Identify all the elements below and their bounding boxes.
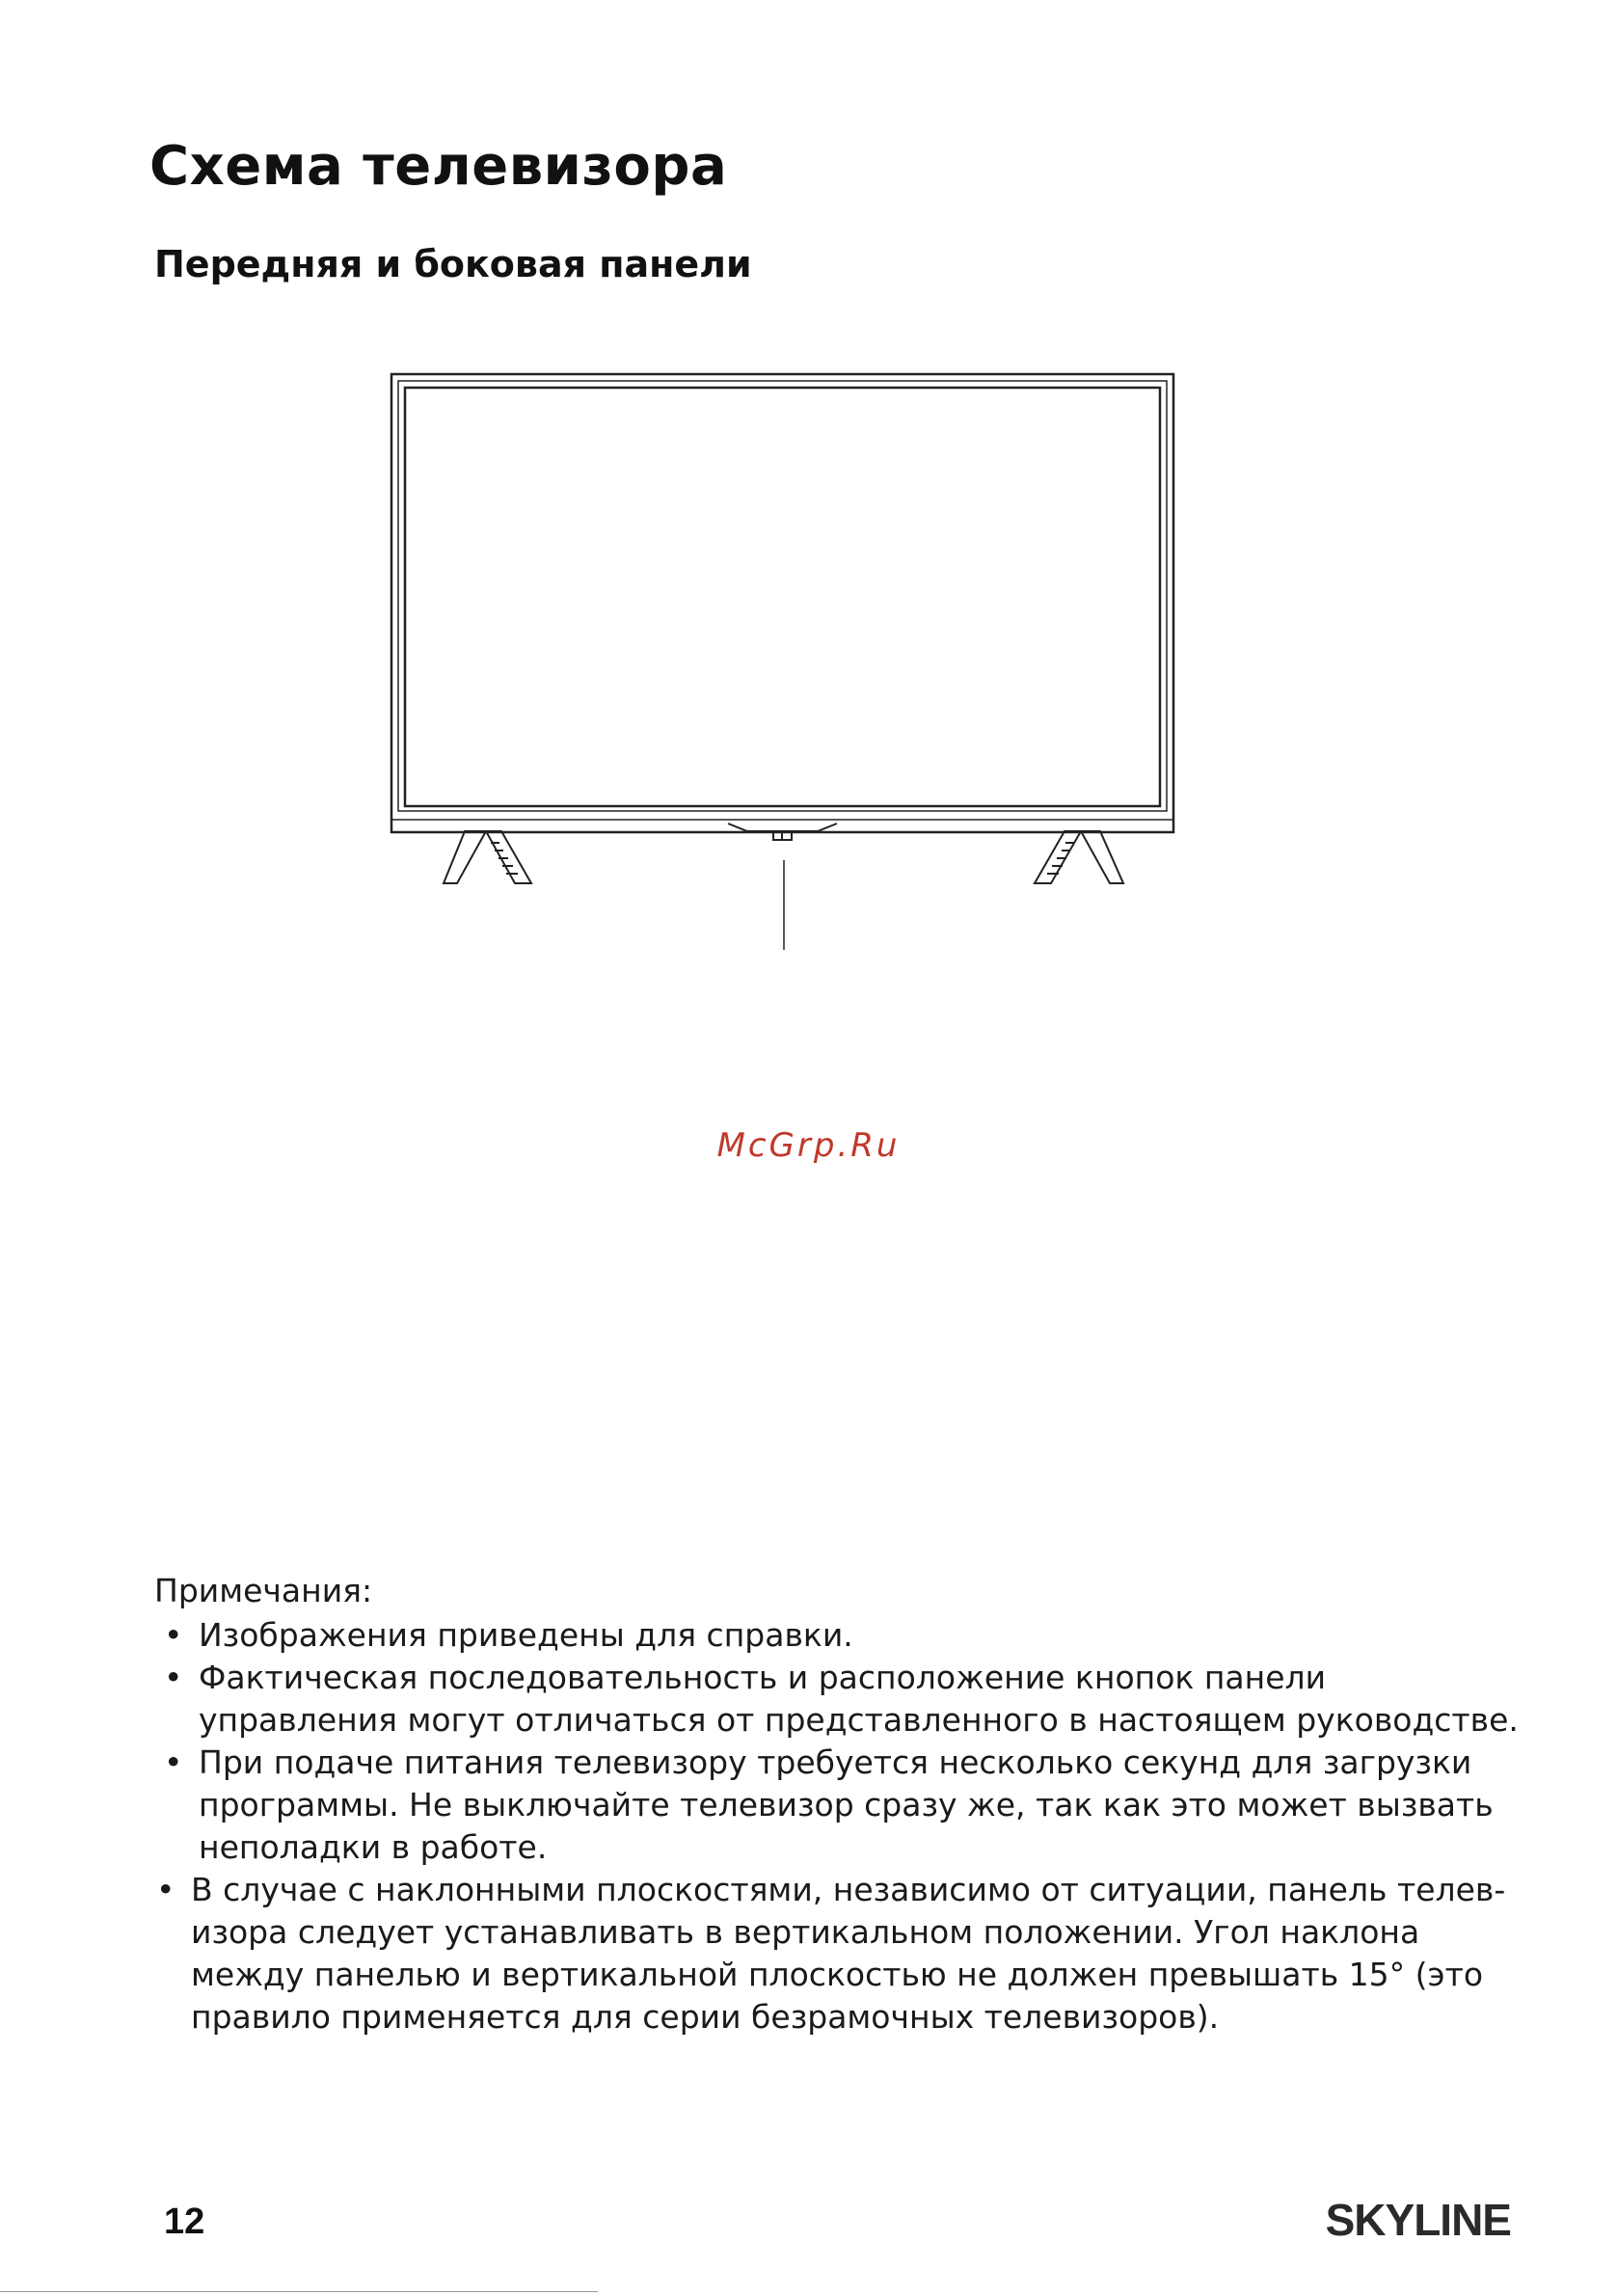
note-text: Фактическая последовательность и расположение кнопок панели управления могут отличаться от представленного в настоящем руководстве. — [199, 1659, 1519, 1739]
right-stand — [1035, 831, 1123, 883]
left-stand — [444, 831, 531, 883]
notes-heading: Примечания: — [154, 1572, 373, 1609]
bullet-icon: • — [164, 1616, 183, 1654]
tv-screen — [405, 388, 1160, 806]
note-item — [154, 1742, 1523, 1869]
tv-body — [391, 374, 1173, 832]
bullet-icon: • — [164, 1659, 183, 1696]
brand-logo: SKYLINE — [1325, 2195, 1511, 2245]
note-text: При подаче питания телевизору требуется несколько секунд для загрузки программы. Не выключайте телевизор сразу же, так как это может вызвать неполадки в работе. — [199, 1743, 1494, 1866]
bullet-icon: • — [164, 1743, 183, 1781]
tv-front-diagram — [0, 0, 1617, 1061]
bullet-icon: • — [156, 1871, 175, 1908]
note-item — [154, 1657, 1523, 1742]
notes-section — [154, 1570, 1523, 2039]
page-number: 12 — [164, 2201, 205, 2242]
section-title: Передняя и боковая панели — [154, 243, 752, 285]
tv-outer-frame — [391, 374, 1173, 832]
watermark: McGrp.Ru — [716, 1126, 901, 1165]
notes-list — [154, 1614, 1523, 2039]
note-item — [154, 1614, 1523, 1657]
note-item — [154, 1869, 1523, 2039]
tv-inner-bezel — [398, 381, 1167, 811]
note-text: В случае с наклонными плоскостями, независимо от ситуации, панель телев- изора следует устанавливать в вертикальном положении. Угол наклона между панелью и вертикальной плоскостью не должен превышать 15° (это правило применяется для серии безрамочных телевизоров). — [191, 1871, 1506, 2036]
bottom-rule — [0, 2291, 598, 2292]
page-title: Схема телевизора — [149, 135, 728, 198]
note-text: Изображения приведены для справки. — [199, 1616, 853, 1654]
